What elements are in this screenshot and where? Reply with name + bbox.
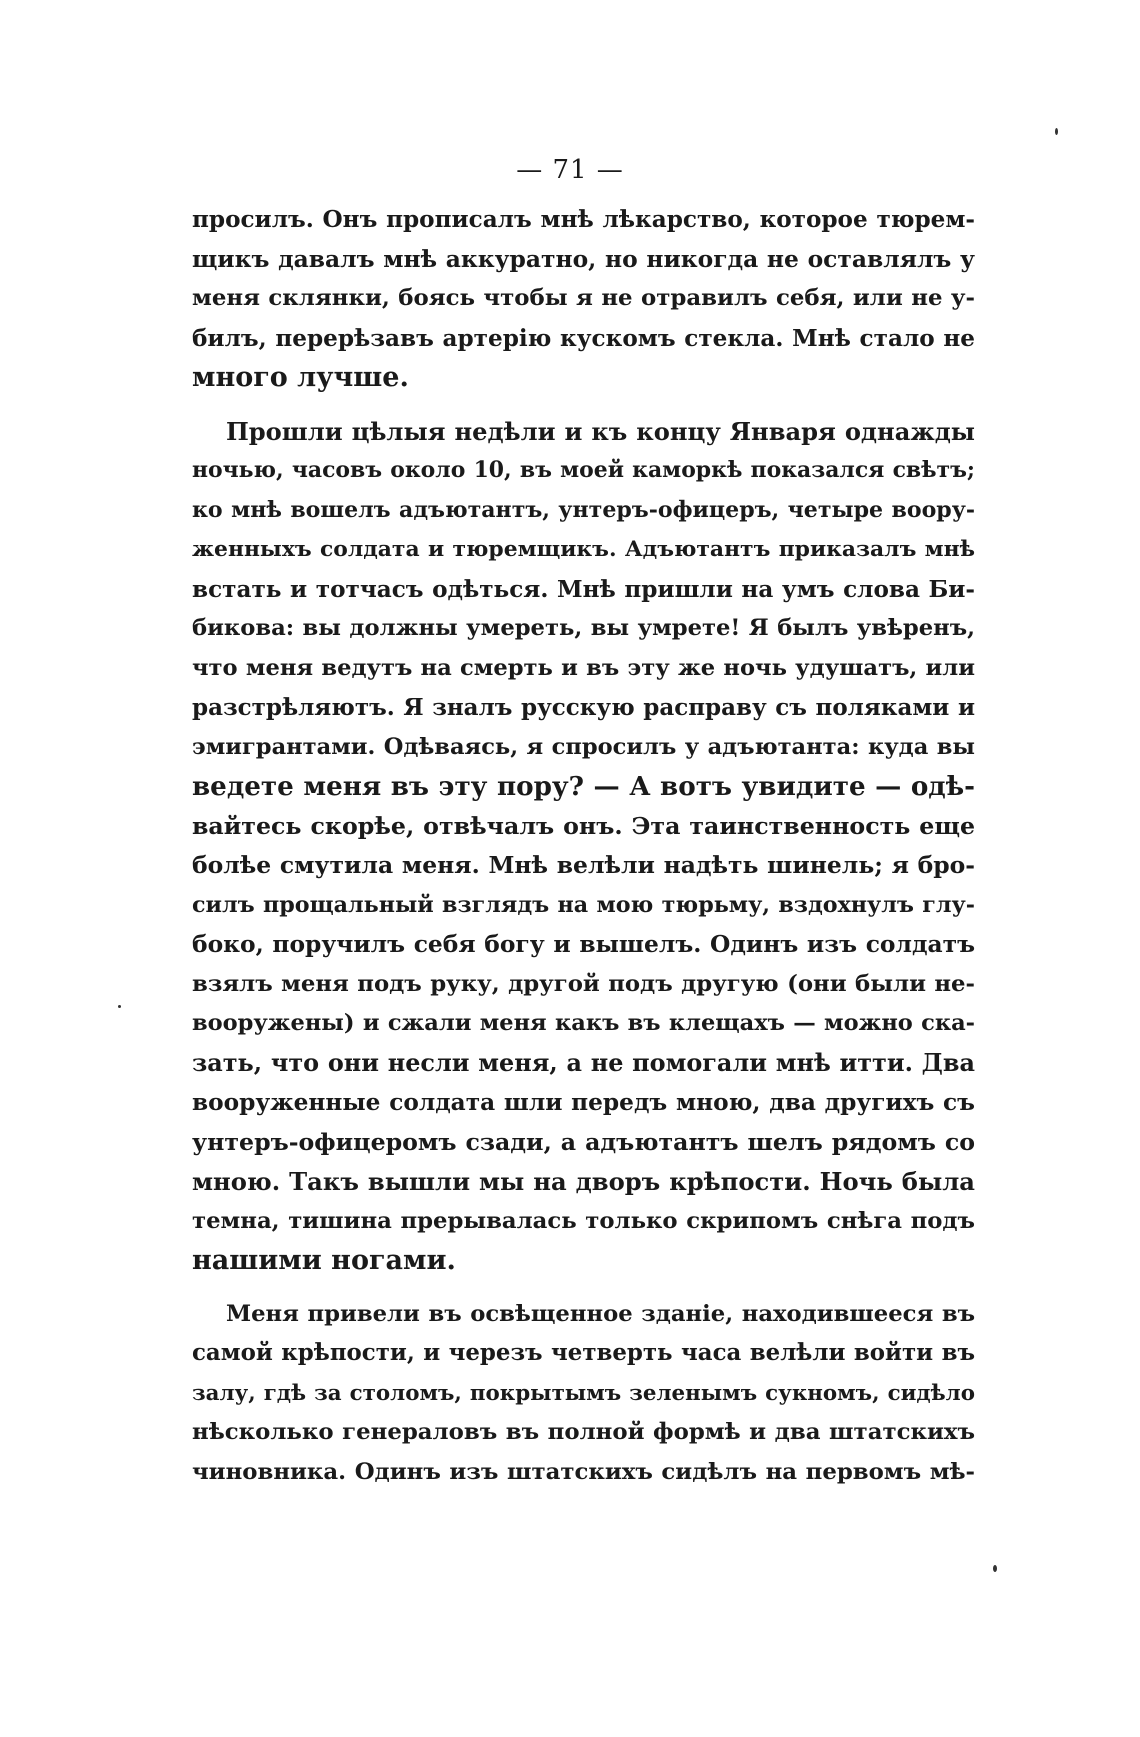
text-line: чиновника. Одинъ изъ штатскихъ сидѣлъ на первомъ мѣ- xyxy=(192,1458,975,1485)
text-line: болѣе смутила меня. Мнѣ велѣли надѣть шинель; я бро- xyxy=(192,851,975,879)
text-line: нѣсколько генераловъ въ полной формѣ и два штатскихъ xyxy=(192,1419,975,1445)
text-line: бикова: вы должны умереть, вы умрете! Я былъ увѣренъ, xyxy=(192,615,975,641)
text-line: зать, что они несли меня, а не помогали мнѣ итти. Два xyxy=(192,1048,975,1077)
scan-speck xyxy=(993,1565,997,1572)
text-line: силъ прощальный взглядъ на мою тюрьму, вздохнулъ глу- xyxy=(192,891,975,918)
text-line: боко, поручилъ себя богу и вышелъ. Одинъ изъ солдатъ xyxy=(192,930,975,958)
text-line: ко мнѣ вошелъ адъютантъ, унтеръ-офицеръ, четыре воору- xyxy=(192,496,975,523)
text-line: меня склянки, боясь чтобы я не отравилъ себя, или не у- xyxy=(192,285,975,311)
text-line: что меня ведутъ на смерть и въ эту же ночь удушатъ, или xyxy=(192,654,975,681)
paragraph-gap xyxy=(192,398,975,412)
text-line: ведете меня въ эту пору? — А вотъ увидите — одѣ- xyxy=(192,771,975,802)
scan-speck xyxy=(1055,128,1058,135)
body-text xyxy=(192,200,975,1492)
text-line: просилъ. Онъ прописалъ мнѣ лѣкарство, которое тюрем- xyxy=(192,206,975,233)
text-line: много лучше. xyxy=(192,362,409,393)
text-line: билъ, перерѣзавъ артерію кускомъ стекла. Мнѣ стало не xyxy=(192,324,975,352)
text-line: вооруженные солдата шли передъ мною, два другихъ съ xyxy=(192,1089,975,1116)
text-line: вайтесь скорѣе, отвѣчалъ онъ. Эта таинственность еще xyxy=(192,811,975,840)
text-line: Прошли цѣлыя недѣли и къ концу Января однажды xyxy=(226,416,975,446)
text-line: взялъ меня подъ руку, другой подъ другую (они были не- xyxy=(192,970,975,997)
text-line: унтеръ-офицеромъ сзади, а адъютантъ шелъ рядомъ со xyxy=(192,1127,975,1156)
text-line: темна, тишина прерывалась только скрипомъ снѣга подъ xyxy=(192,1207,975,1234)
text-line: нашими ногами. xyxy=(192,1245,456,1276)
text-line: встать и тотчасъ одѣться. Мнѣ пришли на умъ слова Би- xyxy=(192,575,975,603)
text-line: разстрѣляютъ. Я зналъ русскую расправу съ поляками и xyxy=(192,694,975,721)
paragraph-2 xyxy=(192,412,975,1281)
text-line: самой крѣпости, и черезъ четверть часа велѣли войти въ xyxy=(192,1340,975,1366)
text-line: вооружены) и сжали меня какъ въ клещахъ — можно ска- xyxy=(192,1010,975,1036)
text-line: щикъ давалъ мнѣ аккуратно, но никогда не оставлялъ у xyxy=(192,244,975,273)
text-line: эмигрантами. Одѣваясь, я спросилъ у адъютанта: куда вы xyxy=(192,733,975,760)
text-line: мною. Такъ вышли мы на дворъ крѣпости. Ночь была xyxy=(192,1167,975,1196)
paragraph-1 xyxy=(192,200,975,398)
text-line: залу, гдѣ за столомъ, покрытымъ зеленымъ сукномъ, сидѣло xyxy=(192,1380,975,1406)
page-number: — 71 — xyxy=(516,155,624,185)
scan-speck xyxy=(118,1005,121,1008)
text-line: Меня привели въ освѣщенное зданіе, находившееся въ xyxy=(226,1300,975,1327)
text-line: женныхъ солдата и тюремщикъ. Адъютантъ приказалъ мнѣ xyxy=(192,536,975,562)
text-line: ночью, часовъ около 10, въ моей каморкѣ показался свѣтъ; xyxy=(192,457,975,483)
paragraph-gap xyxy=(192,1281,975,1295)
paragraph-3 xyxy=(192,1295,975,1493)
